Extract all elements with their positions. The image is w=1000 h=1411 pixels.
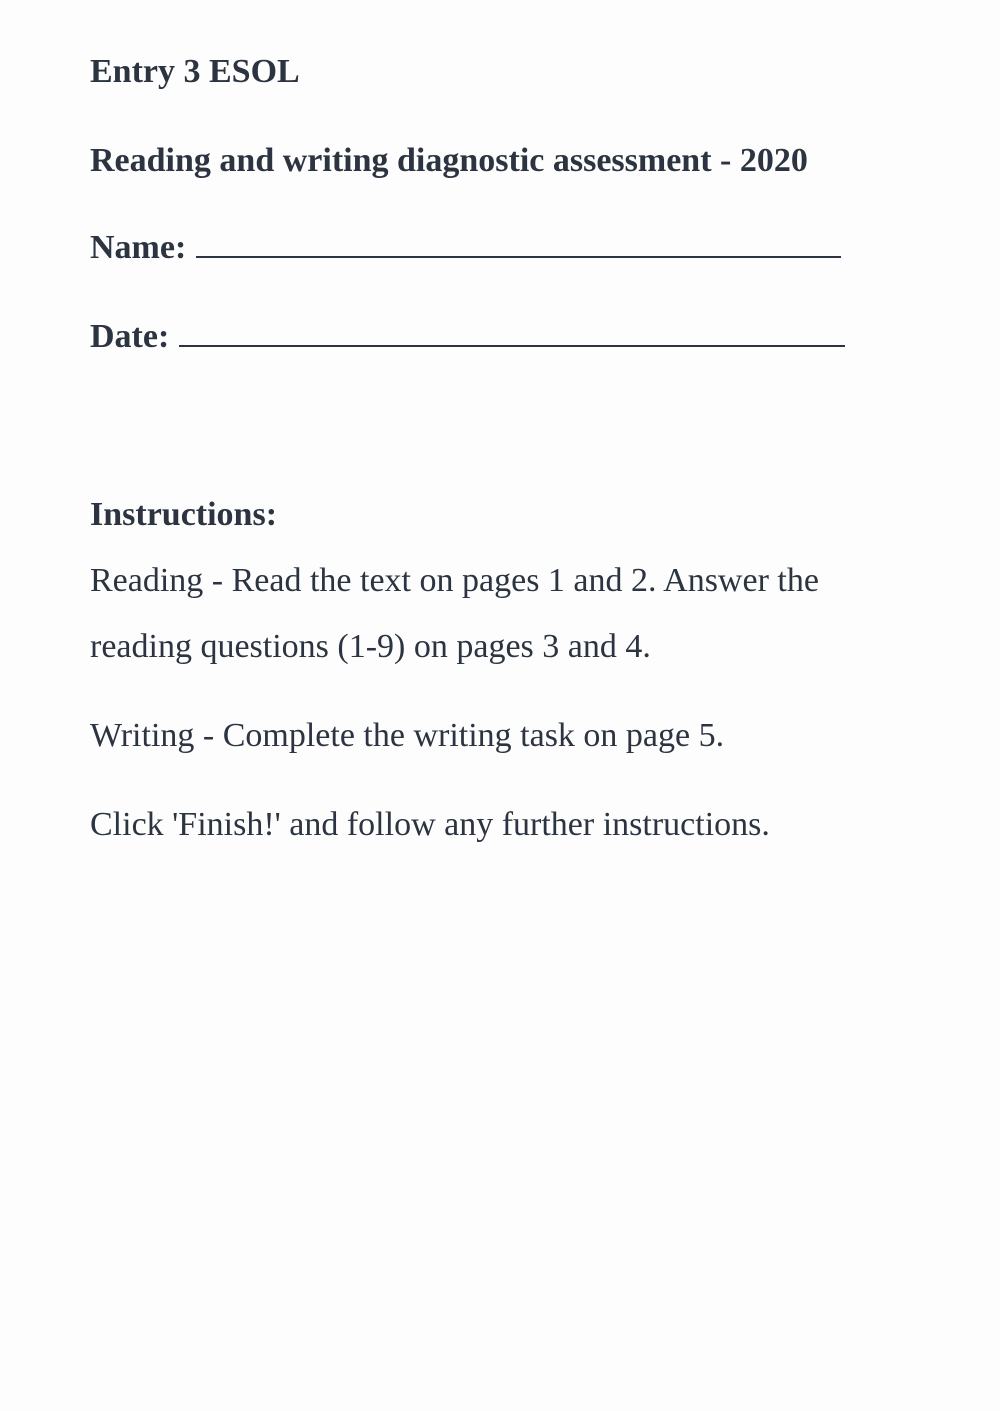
reading-instruction-line-2: reading questions (1-9) on pages 3 and 4. (90, 628, 651, 665)
date-row (90, 315, 845, 359)
name-blank-line (196, 230, 841, 258)
instructions-heading: Instructions: (90, 496, 278, 533)
name-label: Name: (90, 229, 187, 266)
page-title: Entry 3 ESOL (90, 53, 300, 90)
date-blank-line (179, 319, 845, 347)
writing-instruction: Writing - Complete the writing task on page 5. (90, 717, 725, 754)
finish-instruction: Click 'Finish!' and follow any further instructions. (90, 806, 770, 843)
name-row (90, 226, 841, 270)
date-label: Date: (90, 318, 170, 355)
assessment-subtitle: Reading and writing diagnostic assessment - 2020 (90, 142, 808, 179)
reading-instruction-line-1: Reading - Read the text on pages 1 and 2. Answer the (90, 562, 819, 599)
